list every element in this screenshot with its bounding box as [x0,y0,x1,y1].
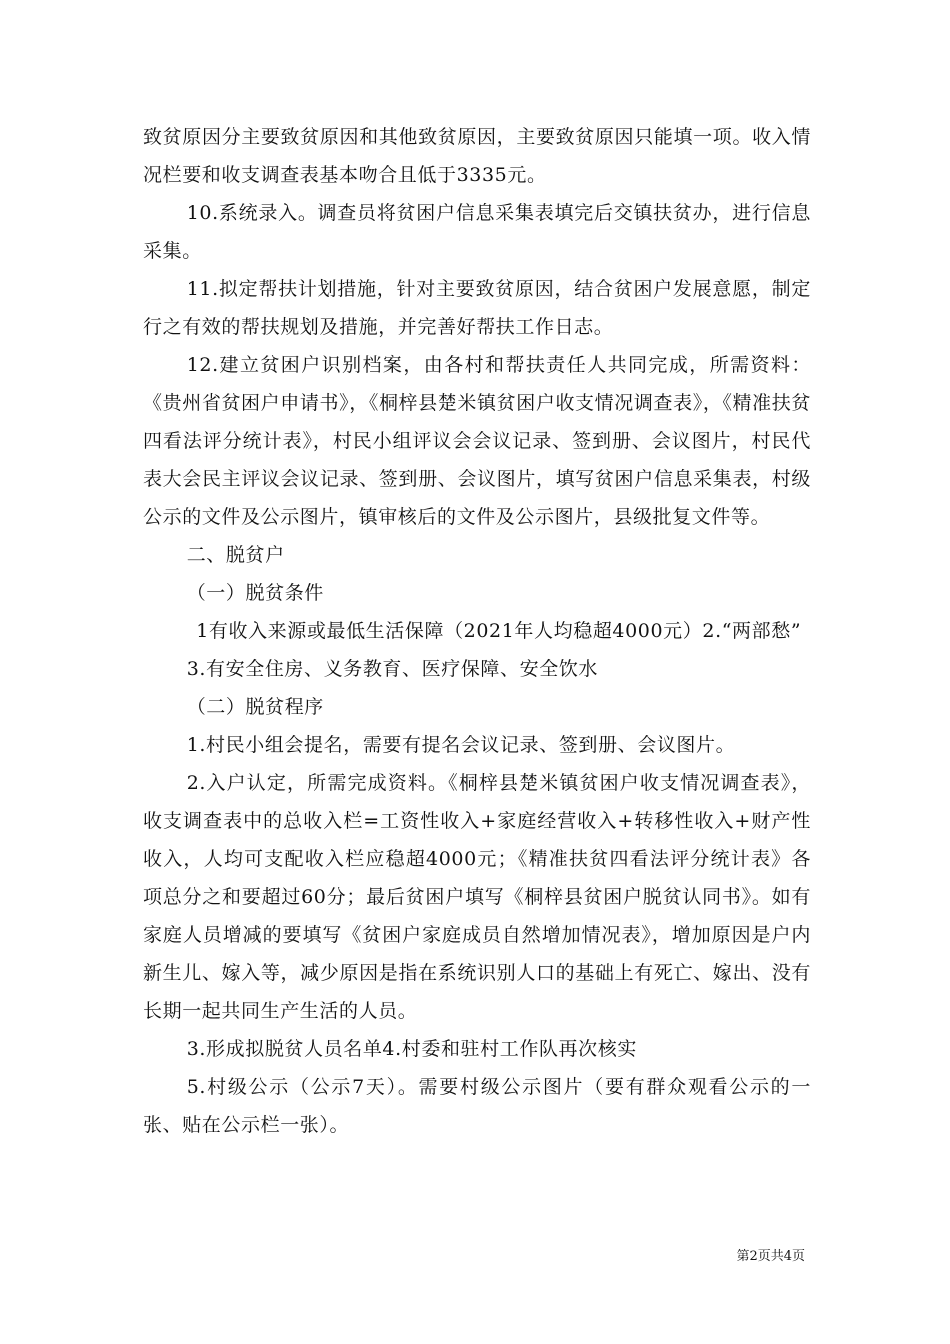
paragraph-step-11: 11.拟定帮扶计划措施，针对主要致贫原因，结合贫困户发展意愿，制定行之有效的帮扶规划及措施，并完善好帮扶工作日志。 [143,278,811,338]
section-heading-poverty-exit: 二、脱贫户 [186,544,285,566]
document-body [143,118,811,1144]
paragraph-condition-1-2: 1有收入来源或最低生活保障（2021年人均稳超4000元）2.“两部愁” [196,620,802,642]
paragraph-step-12: 12.建立贫困户识别档案，由各村和帮扶责任人共同完成，所需资料：《贵州省贫困户申请书》，《桐梓县楚米镇贫困户收支情况调查表》，《精准扶贫四看法评分统计表》，村民小组评议会会议记录、签到册、会议图片，村民代表大会民主评议会议记录、签到册、会议图片，填写贫困户信息采集表，村级公示的文件及公示图片，镇审核后的文件及公示图片，县级批复文件等。 [143,354,811,528]
paragraph-condition-3: 3.有安全住房、义务教育、医疗保障、安全饮水 [186,658,599,680]
paragraph-procedure-2: 2.入户认定，所需完成资料。《桐梓县楚米镇贫困户收支情况调查表》，收支调查表中的总收入栏=工资性收入+家庭经营收入+转移性收入+财产性收入，人均可支配收入栏应稳超4000元；《精准扶贫四看法评分统计表》各项总分之和要超过60分；最后贫困户填写《桐梓县贫困户脱贫认同书》。如有家庭人员增减的要填写《贫困户家庭成员自然增加情况表》，增加原因是户内新生儿、嫁入等，减少原因是指在系统识别人口的基础上有死亡、嫁出、没有长期一起共同生产生活的人员。 [143,772,811,1022]
paragraph-poverty-causes: 致贫原因分主要致贫原因和其他致贫原因，主要致贫原因只能填一项。收入情况栏要和收支调查表基本吻合且低于3335元。 [143,126,811,186]
paragraph-procedure-5: 5.村级公示（公示7天）。需要村级公示图片（要有群众观看公示的一张、贴在公示栏一张）。 [143,1076,811,1136]
subheading-exit-conditions: （一）脱贫条件 [186,582,324,604]
page-number-footer: 第2页共4页 [736,1249,805,1264]
paragraph-procedure-1: 1.村民小组会提名，需要有提名会议记录、签到册、会议图片。 [186,734,736,756]
subheading-exit-procedure: （二）脱贫程序 [186,696,324,718]
paragraph-step-10: 10.系统录入。调查员将贫困户信息采集表填完后交镇扶贫办，进行信息采集。 [143,202,811,262]
paragraph-procedure-3-4: 3.形成拟脱贫人员名单4.村委和驻村工作队再次核实 [186,1038,637,1060]
